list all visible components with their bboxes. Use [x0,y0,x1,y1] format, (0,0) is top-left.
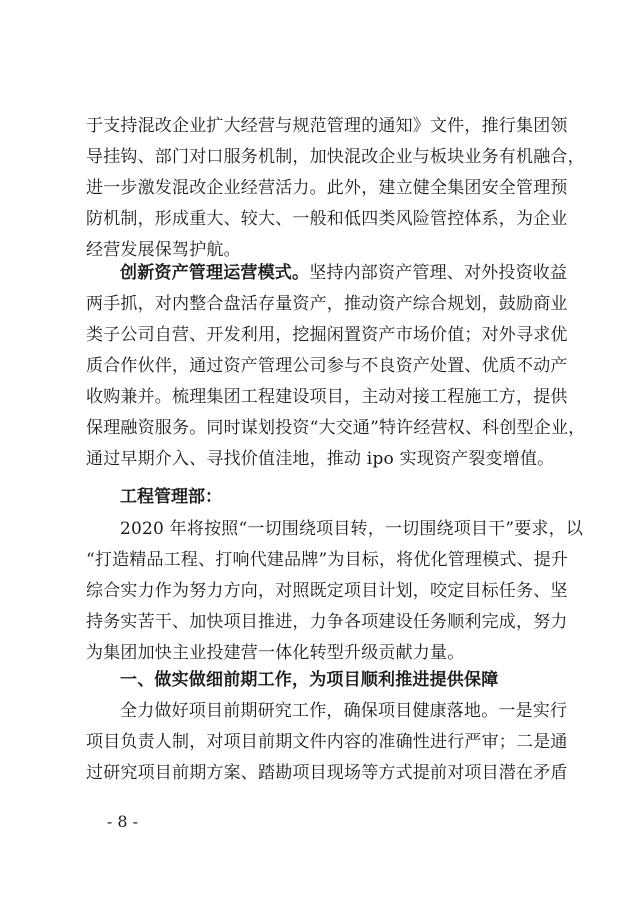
paragraph-line: “打造精品工程、打响代建品牌”为目标，将优化管理模式、提升 [86,550,569,570]
paragraph-line [86,258,568,289]
paragraph-2 [86,258,586,475]
subsection-heading: 一、做实做细前期工作，为项目顺利推进提供保障 [120,670,499,690]
paragraph-line: 综合实力作为努力方向，对照既定项目计划，咬定目标任务、坚 [86,581,568,601]
paragraph-line: 保理融资服务。同时谋划投资“大交通”特许经营权、科创型企业， [86,418,586,438]
paragraph-line: 持务实苦干、加快项目推进，力争各项建设任务顺利完成，努力 [86,612,568,632]
paragraph-line: 进一步激发混改企业经营活力。此外，建立健全集团安全管理预 [86,178,568,198]
paragraph-line: 于支持混改企业扩大经营与规范管理的通知》文件，推行集团领 [86,116,568,136]
subsection [86,665,568,789]
paragraph-line: 质合作伙伴，通过资产管理公司参与不良资产处置、优质不动产 [86,356,568,376]
page-number: - 8 - [106,812,139,831]
section-heading: 工程管理部： [120,487,222,507]
paragraph-line: 类子公司自营、开发利用，挖掘闲置资产市场价值；对外寻求优 [86,325,568,345]
paragraph-1 [86,111,585,266]
paragraph-line: 为集团加快主业投建营一体化转型升级贡献力量。 [86,643,465,663]
paragraph-line: 两手抓，对内整合盘活存量资产，推动资产综合规划，鼓励商业 [86,294,568,314]
paragraph-line: 防机制，形成重大、较大、一般和低四类风险管控体系，为企业 [86,209,568,229]
paragraph-line: 经营发展保驾护航。 [86,240,241,260]
paragraph-line: 全力做好项目前期研究工作，确保项目健康落地。一是实行 [120,701,568,721]
paragraph-line: 收购兼并。梳理集团工程建设项目，主动对接工程施工方，提供 [86,387,568,407]
paragraph-line: 导挂钩、部门对口服务机制，加快混改企业与板块业务有机融合， [86,147,585,167]
paragraph-line: 过研究项目前期方案、踏勘项目现场等方式提前对项目潜在矛盾 [86,763,568,783]
paragraph-text: 坚持内部资产管理、对外投资收益 [309,263,568,283]
paragraph-line: 2020 年将按照“一切围绕项目转，一切围绕项目干”要求，以 [120,519,584,539]
paragraph-heading: 创新资产管理运营模式。 [120,263,310,283]
section-body [86,514,584,669]
paragraph-line: 通过早期介入、寻找价值洼地，推动 ipo 实现资产裂变增值。 [86,449,555,469]
paragraph-line: 项目负责人制，对项目前期文件内容的准确性进行严审；二是通 [86,732,568,752]
